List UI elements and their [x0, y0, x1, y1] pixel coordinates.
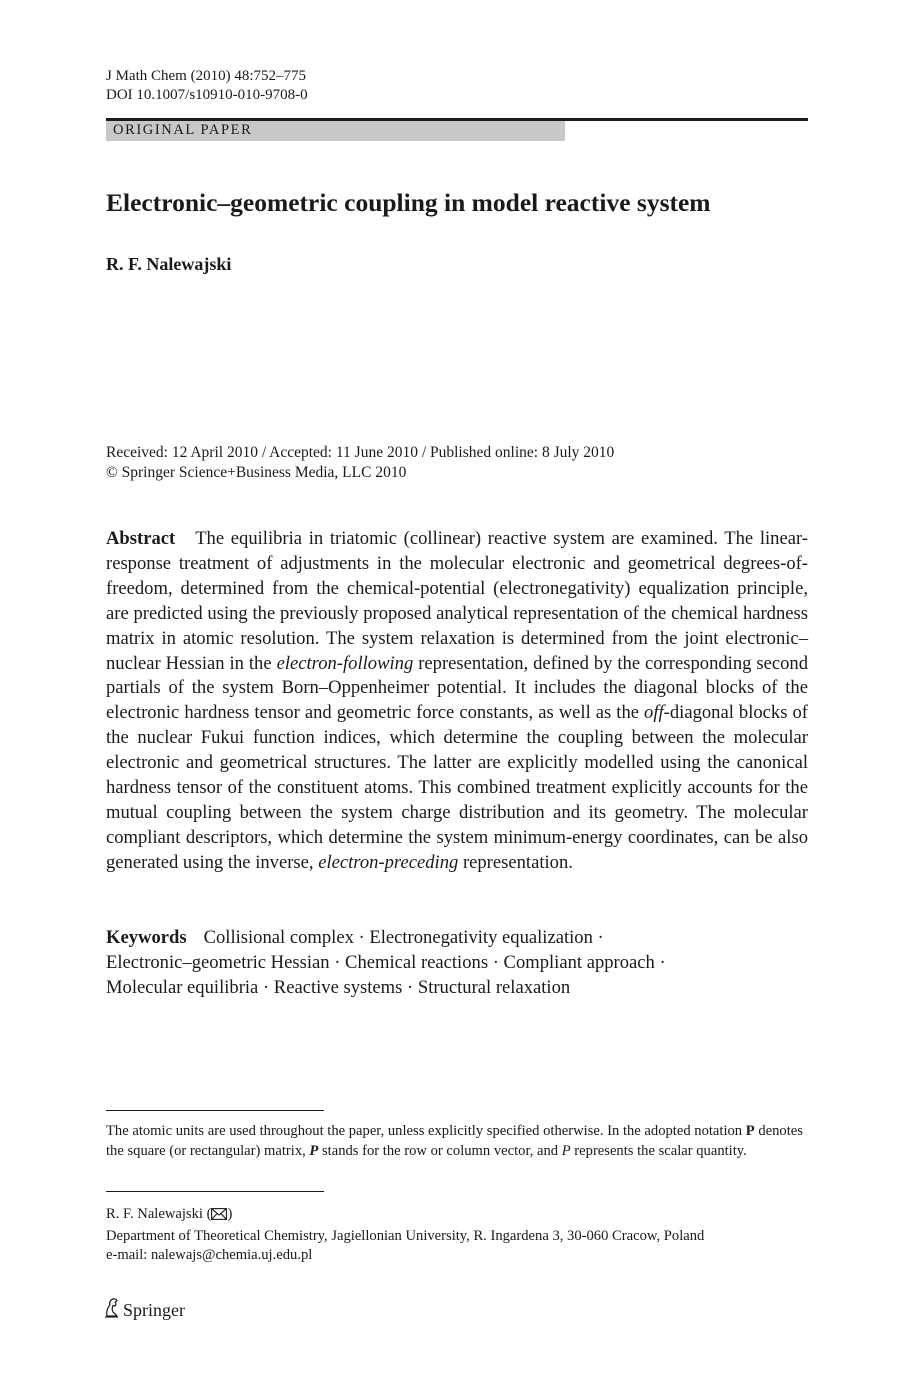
envelope-icon[interactable] — [211, 1207, 227, 1227]
email[interactable]: e-mail: nalewajs@chemia.uj.edu.pl — [106, 1247, 313, 1264]
journal-citation: J Math Chem (2010) 48:752–775 — [106, 68, 306, 84]
affiliation-rule — [106, 1191, 324, 1192]
keywords-line-2: Electronic–geometric Hessian · Chemical reactions · Compliant approach · — [106, 951, 666, 973]
publisher-name: Springer — [123, 1300, 185, 1320]
footnote-text-4: represents the scalar quantity. — [570, 1142, 747, 1159]
abstract-text-3: -diagonal blocks of the nuclear Fukui function indices, which determine the coupling between the molecular electronic and geometrical structures. The latter are explicitly modelled using the canonical hardness tensor of the constituent atoms. This combined treatment explicitly accounts for the mutual coupling between the system charge distribution and its geometry. The molecular compliant descriptors, which determine the system minimum-energy coordinates, can be also generated using the inverse, — [106, 702, 808, 873]
doi: DOI 10.1007/s10910-010-9708-0 — [106, 87, 308, 103]
abstract-text-1: The equilibria in triatomic (collinear) reactive system are examined. The linear-response treatment of adjustments in the molecular electronic and geometrical degrees-of-freedom, determined from the chemical-potential (electronegativity) equalization principle, are predicted using the previously proposed analytical representation of the chemical hardness matrix in atomic resolution. The system relaxation is determined from the joint electronic–nuclear Hessian in the — [106, 528, 808, 674]
abstract-text-4: representation. — [458, 851, 573, 873]
publication-dates — [106, 443, 614, 483]
abstract-emphasis-3: electron-preceding — [318, 851, 459, 873]
footnote-scalar-symbol: P — [561, 1142, 571, 1159]
springer-horse-icon — [104, 1298, 123, 1323]
abstract-emphasis-2: off — [644, 702, 664, 724]
author-contact: R. F. Nalewajski ( ) — [106, 1205, 808, 1227]
keywords-line-1: Collisional complex · Electronegativity equalization · — [203, 927, 604, 948]
section-label: ORIGINAL PAPER — [113, 122, 253, 138]
publisher-logo — [104, 1298, 185, 1323]
footnote-matrix-symbol: P — [745, 1123, 755, 1139]
footnote-rule — [106, 1110, 324, 1111]
keywords-line-3: Molecular equilibria · Reactive systems · Structural relaxation — [106, 976, 571, 998]
keywords — [106, 926, 808, 1001]
received-line: Received: 12 April 2010 / Accepted: 11 June 2010 / Published online: 8 July 2010 — [106, 444, 615, 461]
footnote-vector-symbol: P — [309, 1142, 319, 1159]
abstract — [106, 527, 808, 876]
footnote-text-2: denotes the square (or rectangular) matrix, — [106, 1123, 803, 1159]
keywords-label: Keywords — [106, 927, 187, 948]
footnote — [106, 1122, 808, 1161]
abstract-emphasis-1: electron-following — [276, 652, 414, 674]
abstract-text-2: representation, defined by the corresponding second partials of the system Born–Oppenheimer potential. It includes the diagonal blocks of the electronic hardness tensor and geometric force constants, as well as the — [106, 652, 809, 724]
abstract-label: Abstract — [106, 528, 176, 549]
journal-info — [106, 67, 308, 105]
affiliation — [106, 1205, 808, 1266]
author-name: R. F. Nalewajski — [106, 254, 232, 274]
footnote-text-3: stands for the row or column vector, and — [318, 1142, 562, 1159]
author-contact-name: R. F. Nalewajski — [106, 1206, 203, 1222]
section-band — [106, 121, 565, 141]
footnote-text-1: The atomic units are used throughout the paper, unless explicitly specified otherwise. In the adopted notation — [106, 1123, 746, 1139]
department: Department of Theoretical Chemistry, Jagiellonian University, R. Ingardena 3, 30-060 Cracow, Poland — [106, 1227, 705, 1244]
copyright-line: © Springer Science+Business Media, LLC 2010 — [106, 464, 407, 481]
paper-title: Electronic–geometric coupling in model reactive system — [106, 188, 711, 217]
